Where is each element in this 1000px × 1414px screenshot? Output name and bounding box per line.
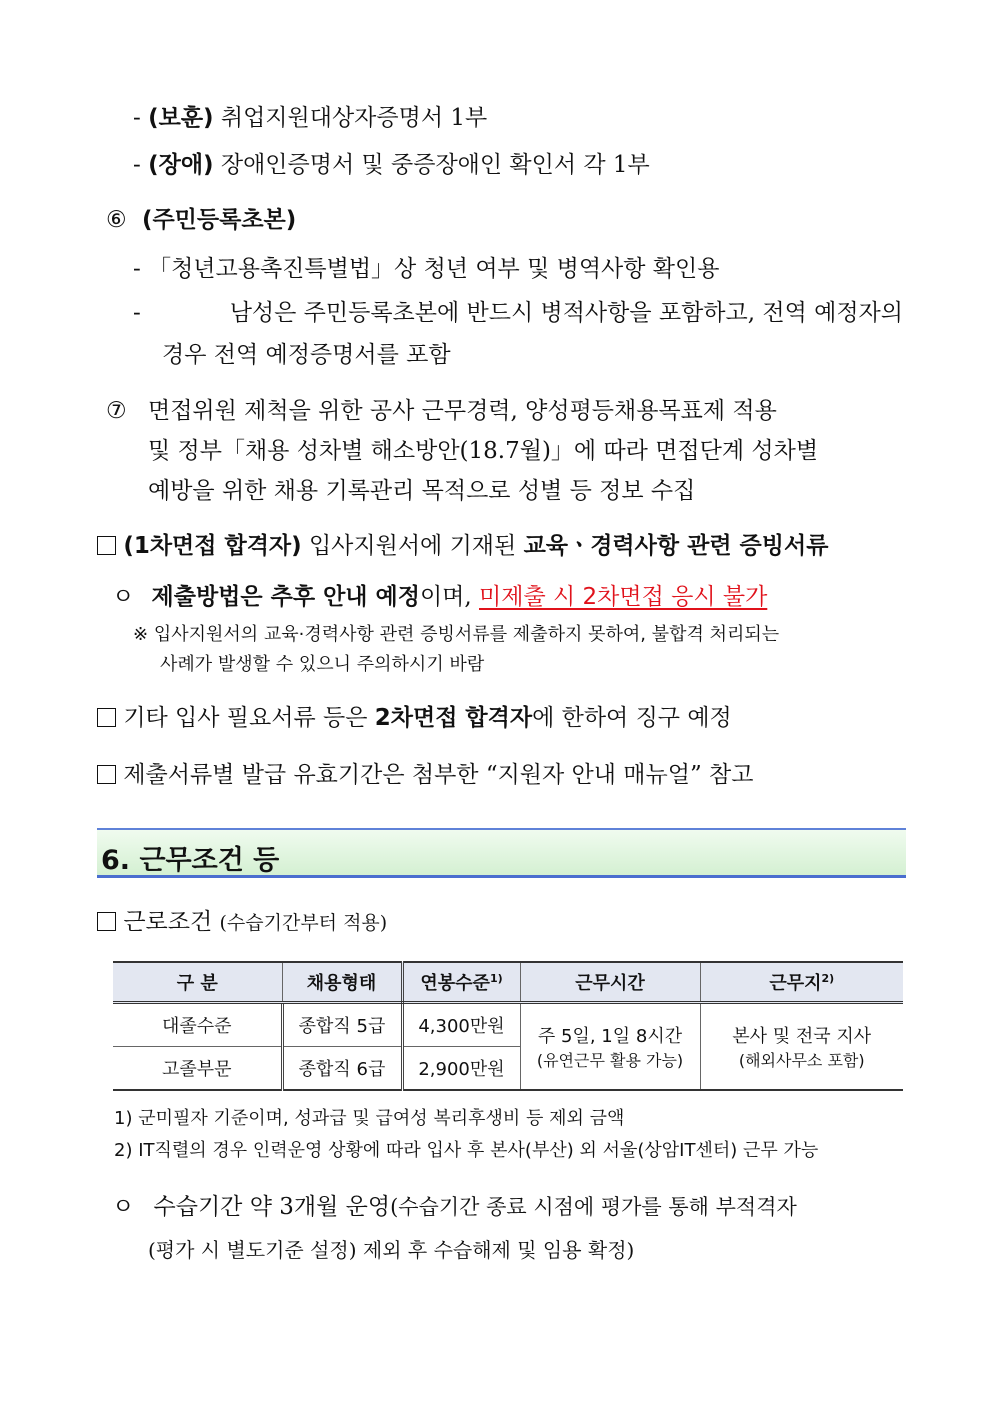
warning-text: 미제출 시 2차면접 응시 불가 [479, 584, 768, 610]
checkbox-icon [97, 708, 116, 727]
list-item: - 남성은 주민등록초본에 반드시 병적사항을 포함하고, 전역 예정자의 [133, 300, 903, 326]
col-header: 연봉수준$^{1)}$ [402, 962, 520, 1003]
probation: ㅇ 수습기간 약 3개월 운영(수습기간 종료 시점에 평가를 통해 부적격자 [112, 1194, 797, 1220]
table-row: 대졸수준 종합직 5급 4,300만원 주 5일, 1일 8시간 (유연근무 활용 가능) 본사 및 전국 지사 (해외사무소 포함) [113, 1003, 903, 1047]
probation-cont: (평가 시 별도기준 설정) 제외 후 수습해제 및 임용 확정) [148, 1238, 635, 1262]
note: ※ 입사지원서의 교육·경력사항 관련 증빙서류를 제출하지 못하여, 불합격 처리되는 [133, 624, 780, 645]
table-row: 고졸부문 종합직 6급 2,900만원 [113, 1047, 903, 1091]
item-7-line: 및 정부「채용 성차별 해소방안(18.7월)」에 따라 면접단계 성차별 [148, 438, 819, 464]
list-item: - (보훈) 취업지원대상자증명서 1부 [133, 105, 488, 131]
footnote: 1) 군미필자 기준이며, 성과급 및 급여성 복리후생비 등 제외 금액 [114, 1108, 625, 1129]
list-item-cont: 경우 전역 예정증명서를 포함 [162, 342, 451, 368]
work-title: 근로조건 (수습기간부터 적용) [97, 907, 387, 938]
footnote: 2) IT직렬의 경우 인력운영 상황에 따라 입사 후 본사(부산) 외 서울(상암IT센터) 근무 가능 [114, 1140, 819, 1161]
checkbox-icon [97, 765, 116, 784]
checkbox-icon [97, 536, 116, 555]
list-item: - (장애) 장애인증명서 및 중증장애인 확인서 각 1부 [133, 152, 650, 178]
work-conditions-table [113, 961, 903, 1091]
item-7-number: ⑦ [106, 398, 127, 424]
section-heading: 6. 근무조건 등 [97, 828, 906, 878]
checkbox-icon [97, 912, 116, 931]
section-2: 기타 입사 필요서류 등은 2차면접 합격자에 한하여 징구 예정 [97, 703, 732, 733]
col-header: 채용형태 [282, 962, 402, 1003]
item-7-line: 예방을 위한 채용 기록관리 목적으로 성별 등 정보 수집 [148, 478, 696, 504]
section-1-sub: ㅇ 제출방법은 추후 안내 예정이며, 미제출 시 2차면접 응시 불가 [112, 584, 768, 610]
item-7-line: 면접위원 제척을 위한 공사 근무경력, 양성평등채용목표제 적용 [148, 398, 777, 424]
section-3: 제출서류별 발급 유효기간은 첨부한 “지원자 안내 매뉴얼” 참고 [97, 760, 753, 790]
item-6-title: ⑥ (주민등록초본) [106, 207, 297, 233]
note-cont: 사례가 발생할 수 있으니 주의하시기 바람 [160, 654, 485, 675]
list-item: - 「청년고용촉진특별법」상 청년 여부 및 병역사항 확인용 [133, 256, 720, 282]
col-header: 근무시간 [520, 962, 700, 1003]
work-place: 본사 및 전국 지사 (해외사무소 포함) [700, 1003, 903, 1091]
work-hours: 주 5일, 1일 8시간 (유연근무 활용 가능) [520, 1003, 700, 1091]
section-1: (1차면접 합격자) 입사지원서에 기재된 교육ㆍ경력사항 관련 증빙서류 [97, 531, 828, 561]
table-header-row [113, 962, 903, 1003]
col-header: 근무지$^{2)}$ [700, 962, 903, 1003]
col-header: 구 분 [113, 962, 282, 1003]
